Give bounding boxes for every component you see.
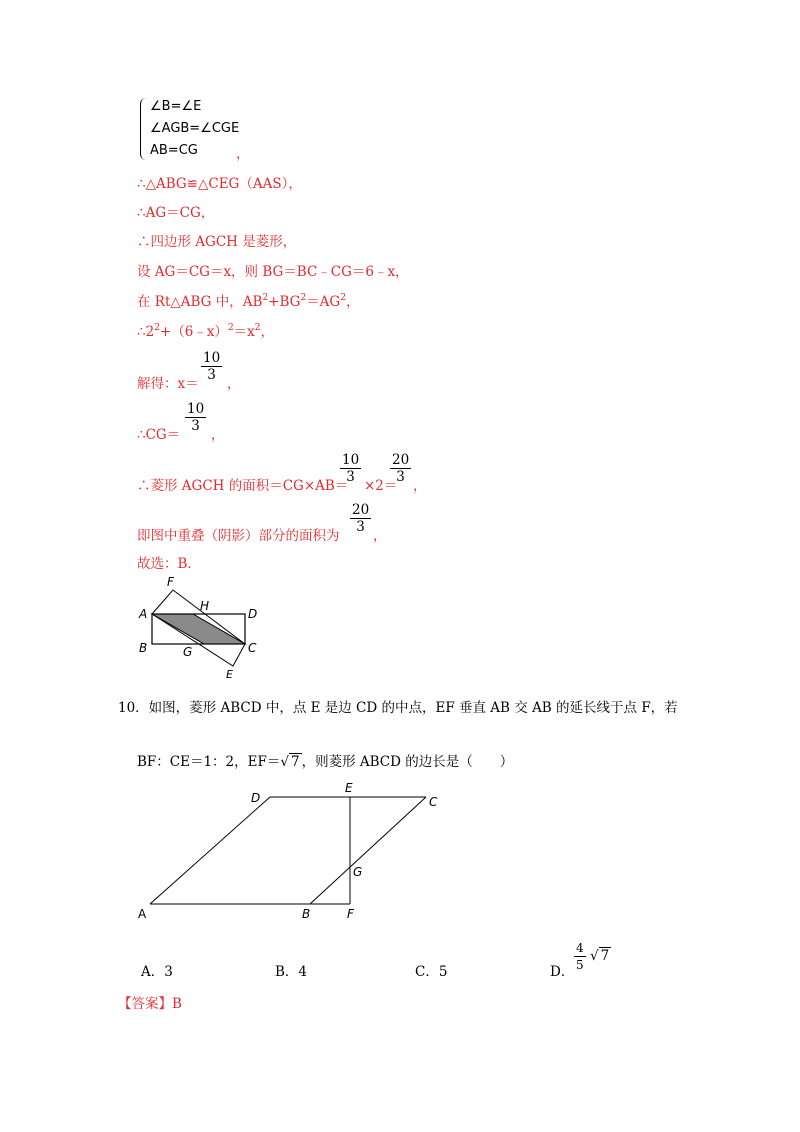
label-g: G — [183, 645, 193, 659]
option-d-label: D． — [550, 964, 575, 980]
label-c: C — [248, 641, 257, 655]
fraction-20-3: $\frac{20}{3}$ — [392, 452, 410, 485]
label-e: E — [345, 781, 353, 795]
answer-line: 【答案】B — [118, 996, 182, 1012]
label-d: D — [251, 791, 261, 805]
system-row-3: AB=CG — [150, 143, 198, 158]
solution-line-1: ∴△ABG≌△CEG（AAS）， — [137, 176, 302, 192]
option-c: C．5 — [415, 964, 448, 980]
fraction-10-3: $\frac{10}{3}$ — [203, 350, 221, 383]
label-a: A — [139, 607, 148, 621]
solution-line-3: ∴四边形 AGCH 是菱形， — [137, 234, 297, 250]
fraction-20-3: $\frac{20}{3}$ — [352, 502, 370, 535]
label-c: C — [429, 795, 438, 809]
label-e: E — [226, 668, 233, 680]
solution-line-10-end: ， — [373, 528, 387, 544]
solution-line-8-end: ， — [211, 427, 225, 443]
fraction-10-3: $\frac{10}{3}$ — [187, 401, 205, 434]
side-cb — [310, 797, 426, 904]
system-row-1: ∠B=∠E — [150, 99, 202, 114]
brace — [140, 98, 147, 160]
label-g: G — [353, 865, 363, 879]
shaded-rhombus — [152, 614, 245, 644]
solution-line-8: ∴CG＝ — [137, 427, 181, 443]
solution-line-4: 设 AG＝CG＝x，则 BG＝BC﹣CG＝6﹣x， — [137, 264, 409, 280]
option-d-radical: √ 7 — [590, 948, 610, 964]
side-ad — [150, 797, 270, 904]
solution-line-6: $\therefore 2^2+(6﹣x)^2=x^2$， — [137, 323, 275, 340]
label-f: F — [347, 907, 354, 921]
system-trailing-comma: ， — [236, 146, 250, 162]
system-row-2: ∠AGB=∠CGE — [150, 121, 240, 136]
label-d: D — [248, 607, 258, 621]
fraction-10-3: $\frac{10}{3}$ — [342, 452, 360, 485]
question-line-1: 10．如图，菱形 ABCD 中，点 E 是边 CD 的中点，EF 垂直 AB 交 AB 的延长线于点 F，若 — [118, 700, 678, 716]
solution-line-9-end: ， — [413, 478, 427, 494]
equation-system — [142, 96, 239, 162]
solution-line-9: ∴菱形 AGCH 的面积＝CG×AB＝ — [137, 478, 349, 494]
solution-line-2: ∴AG＝CG， — [137, 205, 215, 221]
label-a: A — [138, 907, 147, 921]
solution-line-7-end: ， — [227, 376, 241, 392]
solution-line-10: 即图中重叠（阴影）部分的面积为 — [137, 528, 340, 544]
solution-line-7: 解得：x＝ — [137, 376, 199, 392]
solution-line-9-mid: ×2＝ — [364, 478, 398, 494]
rectangle-fold-figure — [136, 574, 266, 680]
solution-line-11: 故选：B． — [137, 556, 201, 572]
rhombus-figure — [130, 780, 450, 925]
label-h: H — [200, 599, 210, 613]
label-b: B — [139, 641, 148, 655]
option-d-fraction: $\frac{4}{5}$ — [576, 941, 584, 972]
label-f: F — [167, 575, 174, 589]
question-line-2: BF：CE＝1：2，EF＝√ 7 ，则菱形 ABCD 的边长是（ ） — [137, 754, 514, 770]
solution-line-5: 在 Rt△ABG 中，$AB^2+BG^2=AG^2$， — [137, 293, 360, 310]
option-b: B．4 — [275, 964, 308, 980]
option-a: A．3 — [141, 964, 173, 980]
label-b: B — [302, 907, 311, 921]
